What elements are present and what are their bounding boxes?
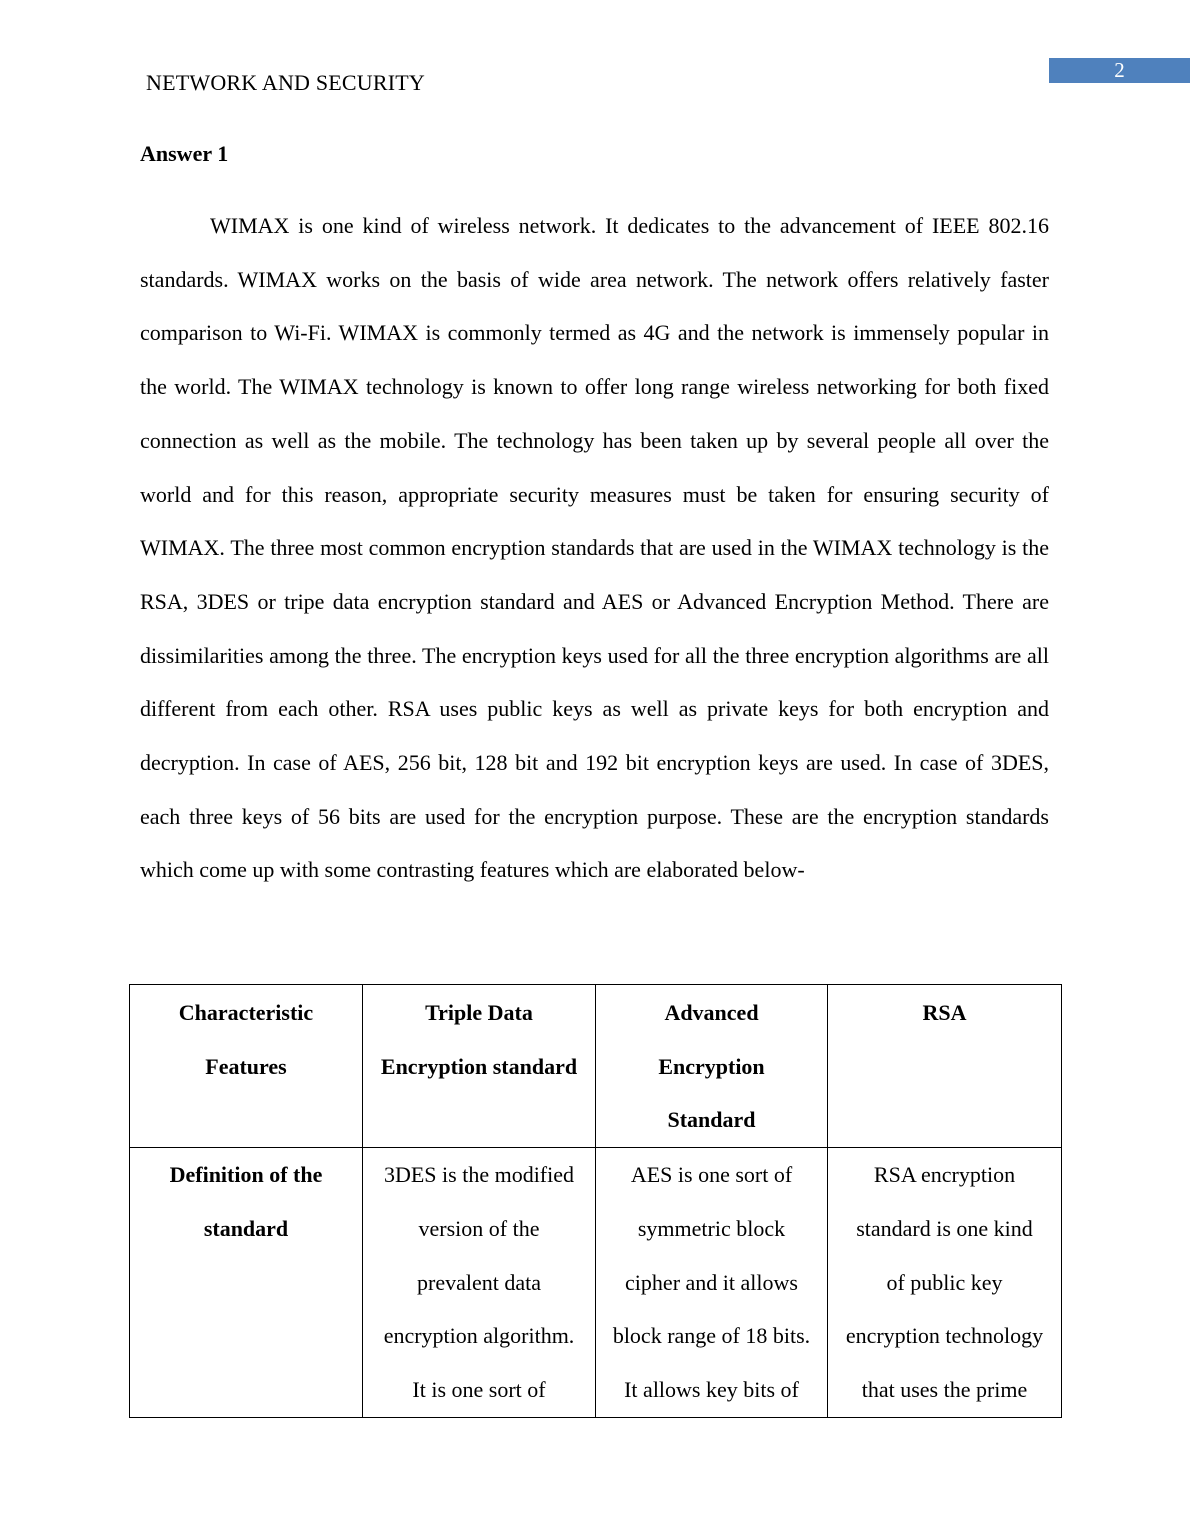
header-cell-aes — [596, 985, 828, 1148]
cell-line: encryption algorithm. — [383, 1323, 575, 1349]
cell-line: It is one sort of — [412, 1376, 546, 1402]
header-line: Encryption — [658, 1053, 765, 1079]
header-cell-characteristic — [130, 985, 363, 1148]
body-paragraph: WIMAX is one kind of wireless network. It dedicates to the advancement of IEEE 802.16 standards. WIMAX works on the basis of wide area network. The network offers relatively faster comparison to Wi-Fi. WIMAX is commonly termed as 4G and the network is immensely popular in the world. The WIMAX technology is known to offer long range wireless networking for both fixed connection as well as the mobile. The technology has been taken up by several people all over the world and for this reason, appropriate security measures must be taken for ensuring security of WIMAX. The three most common encryption standards that are used in the WIMAX technology is the RSA, 3DES or tripe data encryption standard and AES or Advanced Encryption Method. There are dissimilarities among the three. The encryption keys used for all the three encryption algorithms are all different from each other. RSA uses public keys as well as private keys for both encryption and decryption. In case of AES, 256 bit, 128 bit and 192 bit encryption keys are used. In case of 3DES, each three keys of 56 bits are used for the encryption purpose. These are the encryption standards which come up with some contrasting features which are elaborated below- — [140, 213, 1049, 883]
header-line: Standard — [667, 1107, 756, 1133]
header-line: Characteristic — [178, 1000, 314, 1025]
cell-line: encryption technology — [845, 1323, 1044, 1349]
cell-line: cipher and it allows — [625, 1269, 798, 1295]
cell-line: symmetric block — [637, 1215, 786, 1241]
comparison-table — [129, 984, 1062, 1418]
cell-line: prevalent data — [417, 1269, 541, 1295]
section-heading: Answer 1 — [140, 141, 229, 166]
header-line: RSA — [922, 1000, 967, 1025]
cell-line: RSA encryption — [873, 1162, 1016, 1188]
table-row — [130, 1148, 1062, 1418]
cell-line: 3DES is the modified — [383, 1162, 575, 1188]
header-line: Triple Data — [425, 1000, 533, 1025]
cell-line: standard is one kind — [856, 1215, 1033, 1241]
row-label-line: Definition of the — [169, 1162, 323, 1188]
header-cell-rsa — [828, 985, 1062, 1148]
cell-line: block range of 18 bits. — [612, 1323, 811, 1349]
header-line: Advanced — [664, 1000, 759, 1025]
cell-line: version of the — [418, 1215, 540, 1241]
cell-aes-definition — [596, 1148, 828, 1418]
header-line: Features — [205, 1053, 287, 1079]
row-label-definition — [130, 1148, 363, 1418]
page-number-badge: 2 — [1049, 58, 1190, 83]
row-label-line: standard — [203, 1215, 289, 1241]
header-line: Encryption standard — [380, 1053, 578, 1079]
running-head: NETWORK AND SECURITY — [146, 70, 425, 95]
cell-3des-definition — [363, 1148, 596, 1418]
cell-line: that uses the prime — [861, 1376, 1028, 1402]
header-cell-3des — [363, 985, 596, 1148]
cell-line: of public key — [886, 1269, 1003, 1295]
cell-line: It allows key bits of — [624, 1376, 799, 1402]
table-header-row — [130, 985, 1062, 1148]
cell-line: AES is one sort of — [630, 1162, 793, 1188]
cell-rsa-definition — [828, 1148, 1062, 1418]
